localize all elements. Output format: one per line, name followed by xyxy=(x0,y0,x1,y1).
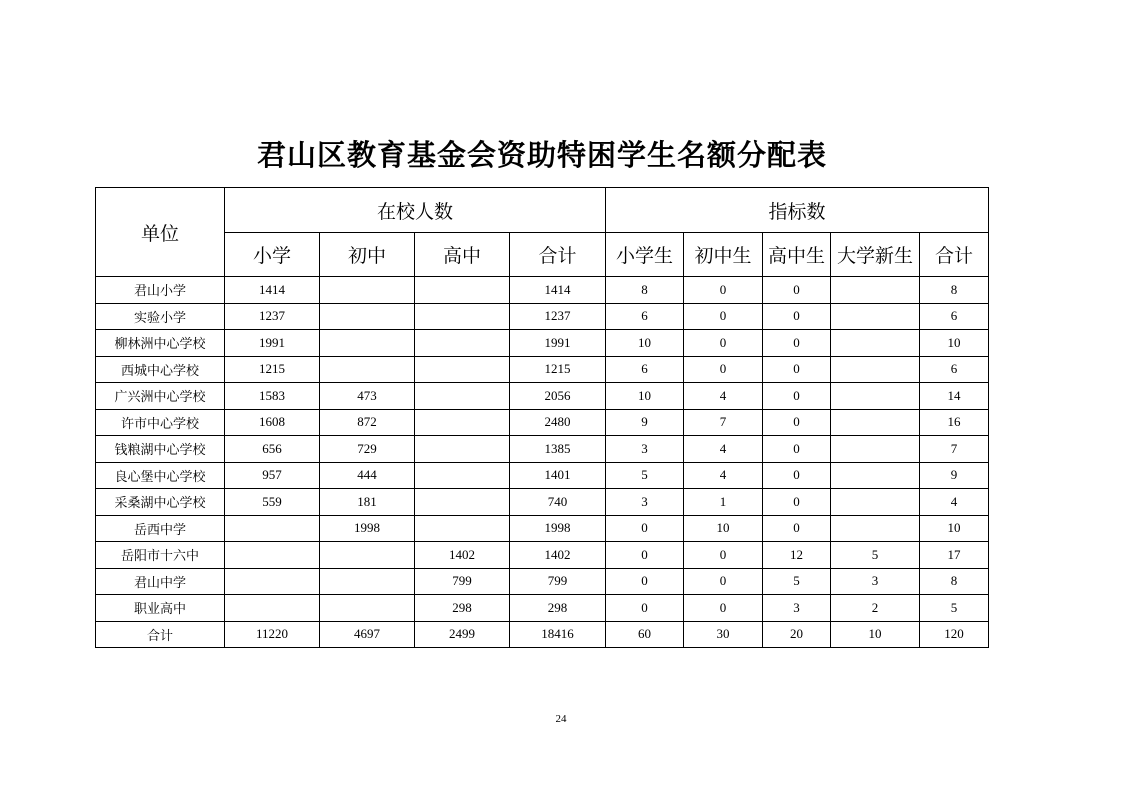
header-enrollment-junior: 初中 xyxy=(320,233,415,277)
header-enrollment-senior: 高中 xyxy=(415,233,510,277)
header-quota-junior: 初中生 xyxy=(684,233,763,277)
quota-senior-cell: 5 xyxy=(763,568,831,595)
quota-senior-cell: 0 xyxy=(763,356,831,383)
table-row xyxy=(96,568,989,595)
quota-primary-cell: 9 xyxy=(606,409,684,436)
header-quota-college: 大学新生 xyxy=(831,233,920,277)
quota-college-cell: 3 xyxy=(831,568,920,595)
quota-primary-cell: 3 xyxy=(606,436,684,463)
quota-primary-cell: 0 xyxy=(606,542,684,569)
enrollment-junior-cell xyxy=(320,330,415,357)
quota-primary-cell: 6 xyxy=(606,303,684,330)
enrollment-junior-cell xyxy=(320,542,415,569)
enrollment-primary-cell xyxy=(225,568,320,595)
quota-total-cell: 7 xyxy=(920,436,989,463)
quota-total-cell: 17 xyxy=(920,542,989,569)
quota-college-cell xyxy=(831,383,920,410)
quota-senior-cell: 0 xyxy=(763,436,831,463)
enrollment-total-cell: 740 xyxy=(510,489,606,516)
enrollment-primary-cell: 1991 xyxy=(225,330,320,357)
enrollment-junior-cell xyxy=(320,356,415,383)
unit-name-cell: 良心堡中心学校 xyxy=(96,462,225,489)
table-body xyxy=(96,277,989,648)
enrollment-primary-cell: 1215 xyxy=(225,356,320,383)
quota-junior-cell: 30 xyxy=(684,621,763,648)
enrollment-junior-cell xyxy=(320,568,415,595)
table-row xyxy=(96,462,989,489)
enrollment-junior-cell xyxy=(320,595,415,622)
enrollment-junior-cell: 1998 xyxy=(320,515,415,542)
enrollment-total-cell: 1215 xyxy=(510,356,606,383)
enrollment-total-cell: 799 xyxy=(510,568,606,595)
quota-primary-cell: 0 xyxy=(606,595,684,622)
enrollment-total-cell: 1414 xyxy=(510,277,606,304)
enrollment-total-cell: 298 xyxy=(510,595,606,622)
header-enrollment-primary: 小学 xyxy=(225,233,320,277)
quota-primary-cell: 0 xyxy=(606,568,684,595)
table-row xyxy=(96,330,989,357)
table-row xyxy=(96,303,989,330)
quota-college-cell xyxy=(831,330,920,357)
quota-college-cell xyxy=(831,409,920,436)
quota-junior-cell: 4 xyxy=(684,462,763,489)
quota-total-cell: 14 xyxy=(920,383,989,410)
quota-total-cell: 10 xyxy=(920,330,989,357)
quota-college-cell xyxy=(831,356,920,383)
quota-junior-cell: 0 xyxy=(684,277,763,304)
allocation-table xyxy=(95,187,989,648)
enrollment-junior-cell: 729 xyxy=(320,436,415,463)
table-row xyxy=(96,383,989,410)
quota-primary-cell: 0 xyxy=(606,515,684,542)
header-quota-senior: 高中生 xyxy=(763,233,831,277)
header-unit: 单位 xyxy=(96,188,225,277)
enrollment-primary-cell: 1414 xyxy=(225,277,320,304)
table-row xyxy=(96,595,989,622)
quota-junior-cell: 0 xyxy=(684,303,763,330)
enrollment-senior-cell: 1402 xyxy=(415,542,510,569)
enrollment-primary-cell xyxy=(225,515,320,542)
header-quota-group: 指标数 xyxy=(606,188,989,233)
enrollment-total-cell: 1991 xyxy=(510,330,606,357)
quota-junior-cell: 10 xyxy=(684,515,763,542)
enrollment-senior-cell xyxy=(415,515,510,542)
enrollment-junior-cell: 444 xyxy=(320,462,415,489)
quota-total-cell: 9 xyxy=(920,462,989,489)
quota-senior-cell: 3 xyxy=(763,595,831,622)
unit-name-cell: 岳西中学 xyxy=(96,515,225,542)
table-row xyxy=(96,356,989,383)
enrollment-primary-cell: 1583 xyxy=(225,383,320,410)
enrollment-senior-cell xyxy=(415,462,510,489)
quota-college-cell: 10 xyxy=(831,621,920,648)
enrollment-junior-cell: 181 xyxy=(320,489,415,516)
quota-junior-cell: 0 xyxy=(684,595,763,622)
quota-total-cell: 6 xyxy=(920,303,989,330)
enrollment-primary-cell xyxy=(225,542,320,569)
enrollment-primary-cell: 957 xyxy=(225,462,320,489)
quota-primary-cell: 10 xyxy=(606,383,684,410)
quota-primary-cell: 60 xyxy=(606,621,684,648)
table-row xyxy=(96,515,989,542)
enrollment-total-cell: 18416 xyxy=(510,621,606,648)
quota-college-cell xyxy=(831,277,920,304)
enrollment-primary-cell: 1608 xyxy=(225,409,320,436)
unit-name-cell: 广兴洲中心学校 xyxy=(96,383,225,410)
quota-primary-cell: 8 xyxy=(606,277,684,304)
quota-total-cell: 6 xyxy=(920,356,989,383)
quota-senior-cell: 0 xyxy=(763,383,831,410)
table-row xyxy=(96,542,989,569)
enrollment-senior-cell: 298 xyxy=(415,595,510,622)
table-row xyxy=(96,436,989,463)
enrollment-total-cell: 2480 xyxy=(510,409,606,436)
enrollment-senior-cell xyxy=(415,409,510,436)
quota-senior-cell: 0 xyxy=(763,303,831,330)
quota-primary-cell: 6 xyxy=(606,356,684,383)
unit-name-cell: 职业高中 xyxy=(96,595,225,622)
header-quota-primary: 小学生 xyxy=(606,233,684,277)
enrollment-primary-cell: 656 xyxy=(225,436,320,463)
quota-college-cell: 5 xyxy=(831,542,920,569)
enrollment-primary-cell xyxy=(225,595,320,622)
quota-college-cell: 2 xyxy=(831,595,920,622)
enrollment-primary-cell: 559 xyxy=(225,489,320,516)
enrollment-junior-cell: 473 xyxy=(320,383,415,410)
page-title: 君山区教育基金会资助特困学生名额分配表 xyxy=(256,138,827,172)
quota-primary-cell: 10 xyxy=(606,330,684,357)
enrollment-junior-cell: 4697 xyxy=(320,621,415,648)
quota-college-cell xyxy=(831,436,920,463)
quota-senior-cell: 0 xyxy=(763,515,831,542)
quota-senior-cell: 20 xyxy=(763,621,831,648)
unit-name-cell: 君山中学 xyxy=(96,568,225,595)
quota-total-cell: 5 xyxy=(920,595,989,622)
quota-senior-cell: 12 xyxy=(763,542,831,569)
header-quota-total: 合计 xyxy=(920,233,989,277)
unit-name-cell: 许市中心学校 xyxy=(96,409,225,436)
table-row xyxy=(96,409,989,436)
quota-junior-cell: 0 xyxy=(684,330,763,357)
quota-total-cell: 8 xyxy=(920,277,989,304)
unit-name-cell: 合计 xyxy=(96,621,225,648)
enrollment-total-cell: 1385 xyxy=(510,436,606,463)
enrollment-senior-cell xyxy=(415,277,510,304)
enrollment-total-cell: 1401 xyxy=(510,462,606,489)
quota-college-cell xyxy=(831,489,920,516)
unit-name-cell: 实验小学 xyxy=(96,303,225,330)
page-number: 24 xyxy=(555,713,567,725)
unit-name-cell: 西城中心学校 xyxy=(96,356,225,383)
enrollment-senior-cell: 2499 xyxy=(415,621,510,648)
quota-total-cell: 10 xyxy=(920,515,989,542)
unit-name-cell: 采桑湖中心学校 xyxy=(96,489,225,516)
quota-junior-cell: 0 xyxy=(684,568,763,595)
quota-total-cell: 16 xyxy=(920,409,989,436)
quota-senior-cell: 0 xyxy=(763,330,831,357)
enrollment-senior-cell xyxy=(415,356,510,383)
quota-junior-cell: 4 xyxy=(684,383,763,410)
unit-name-cell: 钱粮湖中心学校 xyxy=(96,436,225,463)
quota-junior-cell: 0 xyxy=(684,542,763,569)
enrollment-senior-cell xyxy=(415,303,510,330)
enrollment-senior-cell: 799 xyxy=(415,568,510,595)
enrollment-junior-cell xyxy=(320,277,415,304)
enrollment-total-cell: 2056 xyxy=(510,383,606,410)
header-enrollment-group: 在校人数 xyxy=(225,188,606,233)
table-row xyxy=(96,489,989,516)
unit-name-cell: 岳阳市十六中 xyxy=(96,542,225,569)
quota-junior-cell: 1 xyxy=(684,489,763,516)
enrollment-total-cell: 1237 xyxy=(510,303,606,330)
unit-name-cell: 柳林洲中心学校 xyxy=(96,330,225,357)
quota-junior-cell: 4 xyxy=(684,436,763,463)
header-enrollment-total: 合计 xyxy=(510,233,606,277)
quota-college-cell xyxy=(831,462,920,489)
quota-junior-cell: 7 xyxy=(684,409,763,436)
enrollment-senior-cell xyxy=(415,383,510,410)
enrollment-total-cell: 1998 xyxy=(510,515,606,542)
quota-total-cell: 120 xyxy=(920,621,989,648)
enrollment-primary-cell: 1237 xyxy=(225,303,320,330)
quota-college-cell xyxy=(831,515,920,542)
table-row xyxy=(96,277,989,304)
enrollment-senior-cell xyxy=(415,330,510,357)
quota-primary-cell: 3 xyxy=(606,489,684,516)
quota-junior-cell: 0 xyxy=(684,356,763,383)
quota-senior-cell: 0 xyxy=(763,277,831,304)
enrollment-senior-cell xyxy=(415,489,510,516)
quota-college-cell xyxy=(831,303,920,330)
enrollment-total-cell: 1402 xyxy=(510,542,606,569)
enrollment-primary-cell: 11220 xyxy=(225,621,320,648)
unit-name-cell: 君山小学 xyxy=(96,277,225,304)
quota-senior-cell: 0 xyxy=(763,489,831,516)
quota-primary-cell: 5 xyxy=(606,462,684,489)
enrollment-senior-cell xyxy=(415,436,510,463)
quota-senior-cell: 0 xyxy=(763,462,831,489)
quota-total-cell: 8 xyxy=(920,568,989,595)
enrollment-junior-cell: 872 xyxy=(320,409,415,436)
table-row xyxy=(96,621,989,648)
enrollment-junior-cell xyxy=(320,303,415,330)
quota-total-cell: 4 xyxy=(920,489,989,516)
quota-senior-cell: 0 xyxy=(763,409,831,436)
